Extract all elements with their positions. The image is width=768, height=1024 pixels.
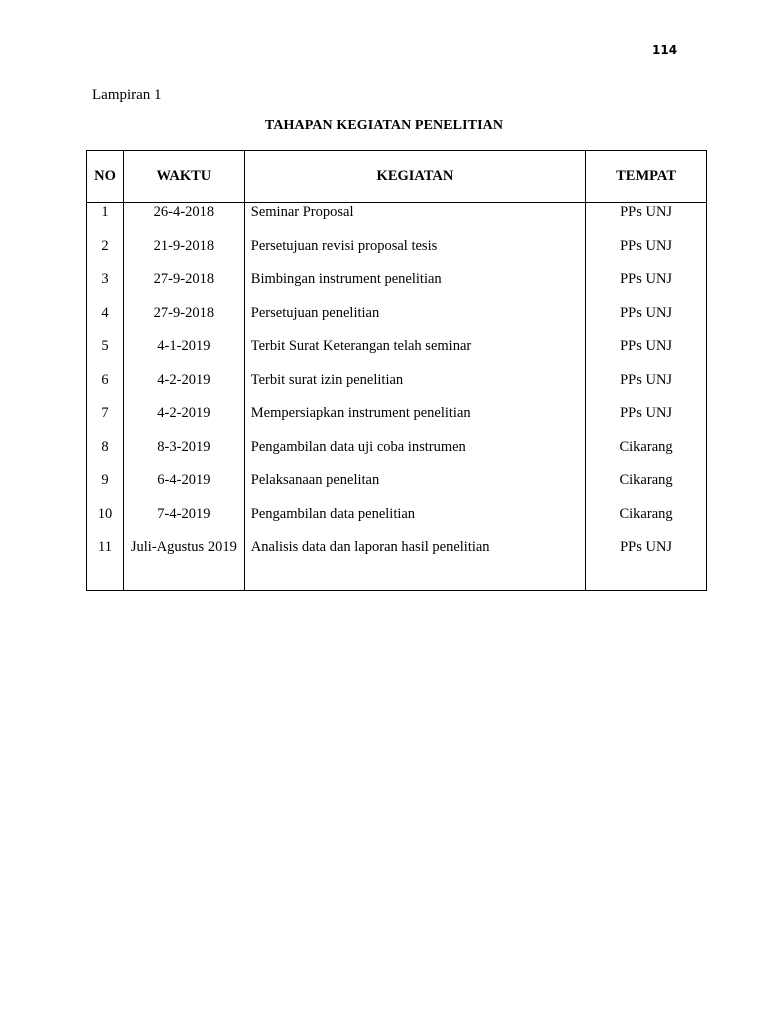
cell-tempat: PPs UNJ [586, 338, 707, 372]
cell-no: 3 [87, 271, 124, 305]
cell-no: 4 [87, 305, 124, 339]
cell-kegiatan: Mempersiapkan instrument penelitian [244, 405, 585, 439]
cell-waktu: 27-9-2018 [123, 305, 244, 339]
table-row [87, 472, 707, 506]
cell-waktu: 4-2-2019 [123, 372, 244, 406]
cell-kegiatan: Seminar Proposal [244, 203, 585, 238]
table-row [87, 372, 707, 406]
header-kegiatan: KEGIATAN [244, 151, 585, 203]
cell-waktu: 8-3-2019 [123, 439, 244, 473]
cell-waktu: 6-4-2019 [123, 472, 244, 506]
cell-kegiatan: Terbit surat izin penelitian [244, 372, 585, 406]
cell-kegiatan: Persetujuan penelitian [244, 305, 585, 339]
cell-no: 8 [87, 439, 124, 473]
table-row [87, 203, 707, 238]
cell-kegiatan: Pengambilan data uji coba instrumen [244, 439, 585, 473]
cell-no: 1 [87, 203, 124, 238]
cell-tempat: Cikarang [586, 472, 707, 506]
cell-no: 9 [87, 472, 124, 506]
table-row [87, 405, 707, 439]
header-tempat: TEMPAT [586, 151, 707, 203]
cell-no: 11 [87, 539, 124, 591]
cell-tempat: PPs UNJ [586, 238, 707, 272]
cell-tempat: PPs UNJ [586, 203, 707, 238]
schedule-table [86, 150, 707, 591]
table-row [87, 338, 707, 372]
header-waktu: WAKTU [123, 151, 244, 203]
table-row [87, 271, 707, 305]
cell-waktu: 27-9-2018 [123, 271, 244, 305]
table-row [87, 506, 707, 540]
table-row [87, 439, 707, 473]
cell-kegiatan: Pengambilan data penelitian [244, 506, 585, 540]
cell-no: 7 [87, 405, 124, 439]
cell-waktu: 7-4-2019 [123, 506, 244, 540]
cell-no: 10 [87, 506, 124, 540]
cell-waktu: 4-2-2019 [123, 405, 244, 439]
cell-kegiatan: Pelaksanaan penelitan [244, 472, 585, 506]
cell-tempat: PPs UNJ [586, 305, 707, 339]
cell-no: 5 [87, 338, 124, 372]
cell-no: 6 [87, 372, 124, 406]
cell-tempat: PPs UNJ [586, 539, 707, 591]
table-row [87, 539, 707, 591]
page-number: 114 [652, 43, 678, 57]
cell-tempat: PPs UNJ [586, 271, 707, 305]
cell-waktu: Juli-Agustus 2019 [123, 539, 244, 591]
table-row [87, 305, 707, 339]
cell-waktu: 26-4-2018 [123, 203, 244, 238]
header-row [87, 151, 707, 203]
appendix-label: Lampiran 1 [92, 87, 162, 103]
cell-tempat: Cikarang [586, 439, 707, 473]
cell-waktu: 21-9-2018 [123, 238, 244, 272]
cell-tempat: PPs UNJ [586, 372, 707, 406]
cell-kegiatan: Bimbingan instrument penelitian [244, 271, 585, 305]
table-row [87, 238, 707, 272]
cell-waktu: 4-1-2019 [123, 338, 244, 372]
document-title: TAHAPAN KEGIATAN PENELITIAN [264, 118, 504, 133]
cell-kegiatan: Terbit Surat Keterangan telah seminar [244, 338, 585, 372]
header-no: NO [87, 151, 124, 203]
table-header [87, 151, 707, 203]
cell-tempat: PPs UNJ [586, 405, 707, 439]
cell-tempat: Cikarang [586, 506, 707, 540]
table-body [87, 203, 707, 591]
cell-kegiatan: Analisis data dan laporan hasil penelitian [244, 539, 585, 591]
cell-kegiatan: Persetujuan revisi proposal tesis [244, 238, 585, 272]
cell-no: 2 [87, 238, 124, 272]
